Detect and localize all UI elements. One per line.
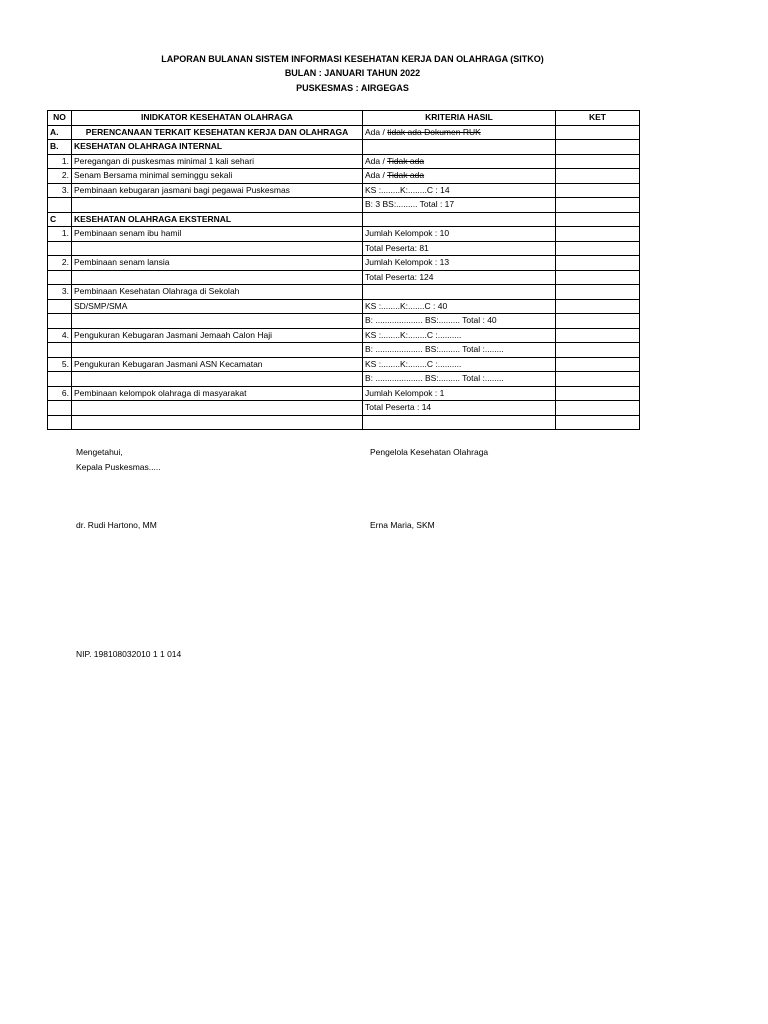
row-indikator: Pembinaan senam ibu hamil (72, 227, 363, 242)
row-kriteria: KS :........K:.......C : 40 (363, 299, 556, 314)
signature-right-name: Erna Maria, SKM (370, 520, 435, 530)
row-ket (556, 198, 640, 213)
row-ket (556, 140, 640, 155)
row-no: 1. (48, 227, 72, 242)
row-ket (556, 227, 640, 242)
row-no (48, 314, 72, 329)
signature-left-label: Mengetahui, (76, 447, 123, 457)
table-header-row (48, 111, 640, 126)
table-row (48, 256, 640, 271)
row-kriteria: B: .................... BS:......... Total : 40 (363, 314, 556, 329)
kriteria-text: Ada / (365, 170, 388, 181)
row-ket (556, 154, 640, 169)
row-indikator (72, 343, 363, 358)
row-no (48, 241, 72, 256)
col-header-kriteria: KRITERIA HASIL (363, 111, 556, 126)
row-no (48, 270, 72, 285)
table-row (48, 125, 640, 140)
row-ket (556, 357, 640, 372)
row-indikator (72, 314, 363, 329)
row-ket (556, 401, 640, 416)
report-month: BULAN : JANUARI TAHUN 2022 (284, 68, 421, 78)
col-header-no: NO (48, 111, 72, 126)
report-title: LAPORAN BULANAN SISTEM INFORMASI KESEHATAN KERJA DAN OLAHRAGA (SITKO) (161, 54, 544, 64)
row-no: 4. (48, 328, 72, 343)
row-indikator: SD/SMP/SMA (72, 299, 363, 314)
row-no: 6. (48, 386, 72, 401)
table-row (48, 415, 640, 430)
table-row (48, 299, 640, 314)
row-ket (556, 415, 640, 430)
row-indikator: Pembinaan Kesehatan Olahraga di Sekolah (72, 285, 363, 300)
table-row (48, 285, 640, 300)
row-kriteria: KS :........K:........C :.......... (363, 328, 556, 343)
row-indikator (72, 415, 363, 430)
table-row (48, 401, 640, 416)
signature-left-nip: NIP. 198108032010 1 1 014 (76, 649, 182, 659)
table-row (48, 314, 640, 329)
row-ket (556, 386, 640, 401)
table-row (48, 140, 640, 155)
row-indikator: Pembinaan kelompok olahraga di masyarakat (72, 386, 363, 401)
row-kriteria (363, 154, 556, 169)
row-kriteria: B: .................... BS:......... Total :........ (363, 343, 556, 358)
row-ket (556, 299, 640, 314)
table-row (48, 270, 640, 285)
kriteria-text: Ada / (365, 155, 388, 166)
row-indikator: Peregangan di puskesmas minimal 1 kali sehari (72, 154, 363, 169)
table-row (48, 343, 640, 358)
row-kriteria: Jumlah Kelompok : 13 (363, 256, 556, 271)
table-row (48, 169, 640, 184)
table-row (48, 227, 640, 242)
kriteria-struck-text: Tidak ada (387, 155, 425, 166)
row-ket (556, 241, 640, 256)
row-indikator (72, 372, 363, 387)
row-ket (556, 125, 640, 140)
table-row (48, 372, 640, 387)
row-kriteria (363, 140, 556, 155)
row-kriteria: Jumlah Kelompok : 1 (363, 386, 556, 401)
row-indikator (72, 401, 363, 416)
col-header-indikator: INIDKATOR KESEHATAN OLAHRAGA (72, 111, 363, 126)
row-ket (556, 183, 640, 198)
row-indikator: Pengukuran Kebugaran Jasmani Jemaah Calon Haji (72, 328, 363, 343)
row-no: B. (48, 140, 72, 155)
row-kriteria: B: .................... BS:......... Total :........ (363, 372, 556, 387)
row-ket (556, 169, 640, 184)
row-no (48, 343, 72, 358)
row-ket (556, 328, 640, 343)
row-no: C (48, 212, 72, 227)
row-indikator: PERENCANAAN TERKAIT KESEHATAN KERJA DAN OLAHRAGA (72, 125, 363, 140)
row-indikator (72, 198, 363, 213)
table-row (48, 386, 640, 401)
signature-left-title: Kepala Puskesmas..... (76, 462, 161, 472)
row-no (48, 372, 72, 387)
report-puskesmas: PUSKESMAS : AIRGEGAS (296, 83, 409, 93)
row-indikator: Pembinaan kebugaran jasmani bagi pegawai Puskesmas (72, 183, 363, 198)
row-no: 2. (48, 256, 72, 271)
signature-left-name: dr. Rudi Hartono, MM (76, 520, 157, 530)
row-indikator (72, 241, 363, 256)
signature-right-label: Pengelola Kesehatan Olahraga (370, 447, 489, 457)
table-row (48, 183, 640, 198)
row-no: 3. (48, 183, 72, 198)
row-no (48, 299, 72, 314)
table-row (48, 154, 640, 169)
col-header-ket: KET (556, 111, 640, 126)
row-kriteria: B: 3 BS:......... Total : 17 (363, 198, 556, 213)
table-row (48, 328, 640, 343)
row-indikator (72, 270, 363, 285)
row-kriteria: Total Peserta: 124 (363, 270, 556, 285)
row-kriteria: Jumlah Kelompok : 10 (363, 227, 556, 242)
row-kriteria: KS :........K:........C : 14 (363, 183, 556, 198)
row-indikator: Pengukuran Kebugaran Jasmani ASN Kecamatan (72, 357, 363, 372)
kriteria-struck-text: tidak ada Dokumen RUK (387, 126, 481, 137)
row-no (48, 415, 72, 430)
row-indikator: Pembinaan senam lansia (72, 256, 363, 271)
row-indikator: Senam Bersama minimal seminggu sekali (72, 169, 363, 184)
row-kriteria (363, 212, 556, 227)
row-no: 5. (48, 357, 72, 372)
row-no: 3. (48, 285, 72, 300)
row-kriteria: Total Peserta: 81 (363, 241, 556, 256)
report-table (47, 110, 640, 430)
row-ket (556, 212, 640, 227)
row-kriteria (363, 285, 556, 300)
row-kriteria: Total Peserta : 14 (363, 401, 556, 416)
kriteria-struck-text: Tidak ada (387, 170, 425, 181)
row-ket (556, 343, 640, 358)
table-row (48, 212, 640, 227)
row-kriteria: KS :........K:........C :.......... (363, 357, 556, 372)
row-ket (556, 314, 640, 329)
row-indikator: KESEHATAN OLAHRAGA INTERNAL (72, 140, 363, 155)
table-row (48, 241, 640, 256)
row-no: 2. (48, 169, 72, 184)
kriteria-text: Ada / (365, 126, 388, 137)
row-ket (556, 372, 640, 387)
row-kriteria (363, 169, 556, 184)
row-indikator: KESEHATAN OLAHRAGA EKSTERNAL (72, 212, 363, 227)
table-row (48, 357, 640, 372)
row-no (48, 198, 72, 213)
row-kriteria (363, 125, 556, 140)
row-no: A. (48, 125, 72, 140)
row-no: 1. (48, 154, 72, 169)
row-ket (556, 270, 640, 285)
row-ket (556, 256, 640, 271)
row-ket (556, 285, 640, 300)
row-no (48, 401, 72, 416)
table-row (48, 198, 640, 213)
row-kriteria (363, 415, 556, 430)
